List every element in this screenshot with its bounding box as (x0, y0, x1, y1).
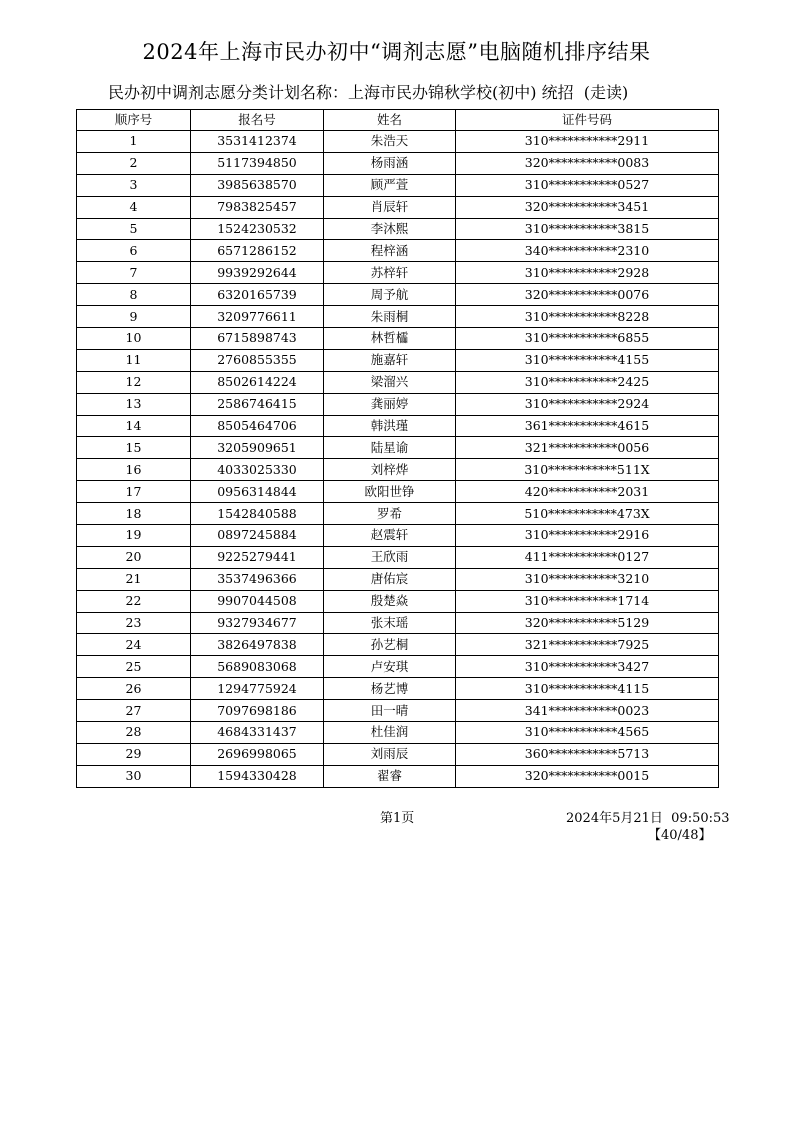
cell-reg-number: 6320165739 (191, 284, 324, 306)
cell-id-number: 320***********5129 (456, 612, 719, 634)
ranking-table (76, 109, 719, 788)
table-row (77, 306, 719, 328)
cell-order: 8 (77, 284, 191, 306)
cell-name: 孙艺桐 (324, 634, 456, 656)
cell-id-number: 310***********3210 (456, 568, 719, 590)
col-header-name: 姓名 (324, 110, 456, 131)
cell-reg-number: 3985638570 (191, 174, 324, 196)
cell-name: 刘雨辰 (324, 743, 456, 765)
table-header-row (77, 110, 719, 131)
cell-id-number: 321***********0056 (456, 437, 719, 459)
cell-reg-number: 9327934677 (191, 612, 324, 634)
cell-name: 程梓涵 (324, 240, 456, 262)
cell-id-number: 310***********3427 (456, 656, 719, 678)
col-header-id-number: 证件号码 (456, 110, 719, 131)
cell-name: 张末瑶 (324, 612, 456, 634)
cell-order: 24 (77, 634, 191, 656)
cell-order: 4 (77, 196, 191, 218)
cell-id-number: 420***********2031 (456, 481, 719, 503)
cell-reg-number: 7097698186 (191, 700, 324, 722)
cell-id-number: 361***********4615 (456, 415, 719, 437)
cell-reg-number: 4684331437 (191, 722, 324, 744)
cell-reg-number: 3537496366 (191, 568, 324, 590)
cell-id-number: 320***********0076 (456, 284, 719, 306)
cell-id-number: 310***********0527 (456, 174, 719, 196)
cell-id-number: 340***********2310 (456, 240, 719, 262)
table-row (77, 131, 719, 153)
table-row (77, 765, 719, 787)
table-row (77, 590, 719, 612)
cell-reg-number: 0956314844 (191, 481, 324, 503)
cell-order: 18 (77, 503, 191, 525)
cell-reg-number: 2586746415 (191, 393, 324, 415)
cell-id-number: 310***********1714 (456, 590, 719, 612)
cell-id-number: 310***********8228 (456, 306, 719, 328)
cell-order: 27 (77, 700, 191, 722)
cell-name: 杜佳润 (324, 722, 456, 744)
cell-order: 1 (77, 131, 191, 153)
table-body (77, 131, 719, 788)
table-row (77, 174, 719, 196)
table-row (77, 262, 719, 284)
cell-name: 田一晴 (324, 700, 456, 722)
cell-id-number: 310***********6855 (456, 328, 719, 350)
cell-id-number: 310***********2916 (456, 525, 719, 547)
table-row (77, 349, 719, 371)
table-row (77, 700, 719, 722)
cell-name: 林哲櫺 (324, 328, 456, 350)
cell-order: 12 (77, 371, 191, 393)
cell-order: 29 (77, 743, 191, 765)
table-row (77, 218, 719, 240)
cell-reg-number: 3205909651 (191, 437, 324, 459)
cell-order: 11 (77, 349, 191, 371)
cell-id-number: 310***********2911 (456, 131, 719, 153)
cell-reg-number: 1594330428 (191, 765, 324, 787)
cell-order: 7 (77, 262, 191, 284)
cell-id-number: 310***********2425 (456, 371, 719, 393)
cell-id-number: 310***********4155 (456, 349, 719, 371)
cell-name: 翟睿 (324, 765, 456, 787)
cell-name: 杨雨涵 (324, 152, 456, 174)
col-header-order: 顺序号 (77, 110, 191, 131)
cell-name: 李沐熙 (324, 218, 456, 240)
cell-order: 9 (77, 306, 191, 328)
cell-id-number: 310***********2928 (456, 262, 719, 284)
cell-reg-number: 5689083068 (191, 656, 324, 678)
cell-name: 苏梓轩 (324, 262, 456, 284)
col-header-reg-number: 报名号 (191, 110, 324, 131)
cell-id-number: 321***********7925 (456, 634, 719, 656)
cell-name: 朱雨桐 (324, 306, 456, 328)
cell-reg-number: 9907044508 (191, 590, 324, 612)
table-row (77, 328, 719, 350)
cell-reg-number: 1542840588 (191, 503, 324, 525)
table-row (77, 503, 719, 525)
cell-reg-number: 9225279441 (191, 546, 324, 568)
cell-name: 龚丽婷 (324, 393, 456, 415)
plan-name: 民办初中调剂志愿分类计划名称：上海市民办锦秋学校(初中) 统招 (走读) (108, 83, 629, 102)
table-row (77, 546, 719, 568)
table-row (77, 415, 719, 437)
cell-order: 26 (77, 678, 191, 700)
cell-name: 欧阳世铮 (324, 481, 456, 503)
cell-order: 5 (77, 218, 191, 240)
cell-reg-number: 1294775924 (191, 678, 324, 700)
cell-reg-number: 3209776611 (191, 306, 324, 328)
cell-id-number: 510***********473X (456, 503, 719, 525)
cell-order: 19 (77, 525, 191, 547)
page-number: 第1页 (380, 811, 415, 826)
cell-order: 10 (77, 328, 191, 350)
cell-order: 30 (77, 765, 191, 787)
cell-id-number: 310***********3815 (456, 218, 719, 240)
table-row (77, 743, 719, 765)
cell-id-number: 310***********2924 (456, 393, 719, 415)
cell-reg-number: 8502614224 (191, 371, 324, 393)
cell-id-number: 341***********0023 (456, 700, 719, 722)
table-row (77, 152, 719, 174)
document-count: 【40/48】 (648, 828, 712, 843)
cell-reg-number: 3826497838 (191, 634, 324, 656)
table-row (77, 240, 719, 262)
cell-order: 16 (77, 459, 191, 481)
cell-name: 肖辰轩 (324, 196, 456, 218)
cell-order: 28 (77, 722, 191, 744)
table-row (77, 196, 719, 218)
cell-order: 14 (77, 415, 191, 437)
cell-reg-number: 3531412374 (191, 131, 324, 153)
cell-id-number: 310***********4565 (456, 722, 719, 744)
table-row (77, 634, 719, 656)
cell-name: 顾严萱 (324, 174, 456, 196)
cell-name: 王欣雨 (324, 546, 456, 568)
cell-order: 17 (77, 481, 191, 503)
cell-reg-number: 7983825457 (191, 196, 324, 218)
cell-reg-number: 8505464706 (191, 415, 324, 437)
cell-order: 3 (77, 174, 191, 196)
table-row (77, 371, 719, 393)
cell-id-number: 320***********0083 (456, 152, 719, 174)
cell-reg-number: 1524230532 (191, 218, 324, 240)
cell-id-number: 310***********511X (456, 459, 719, 481)
cell-order: 15 (77, 437, 191, 459)
cell-order: 20 (77, 546, 191, 568)
cell-order: 13 (77, 393, 191, 415)
cell-order: 6 (77, 240, 191, 262)
cell-name: 朱浩天 (324, 131, 456, 153)
cell-name: 卢安琪 (324, 656, 456, 678)
table-row (77, 656, 719, 678)
cell-order: 25 (77, 656, 191, 678)
cell-reg-number: 6571286152 (191, 240, 324, 262)
cell-reg-number: 2696998065 (191, 743, 324, 765)
cell-name: 刘梓烨 (324, 459, 456, 481)
table-row (77, 393, 719, 415)
cell-id-number: 411***********0127 (456, 546, 719, 568)
table-row (77, 568, 719, 590)
cell-name: 施嘉轩 (324, 349, 456, 371)
table-row (77, 437, 719, 459)
table-row (77, 525, 719, 547)
cell-reg-number: 0897245884 (191, 525, 324, 547)
cell-name: 周予航 (324, 284, 456, 306)
cell-id-number: 360***********5713 (456, 743, 719, 765)
cell-id-number: 320***********3451 (456, 196, 719, 218)
cell-name: 罗希 (324, 503, 456, 525)
cell-reg-number: 4033025330 (191, 459, 324, 481)
table-row (77, 722, 719, 744)
cell-order: 21 (77, 568, 191, 590)
cell-id-number: 310***********4115 (456, 678, 719, 700)
cell-name: 杨艺博 (324, 678, 456, 700)
table-row (77, 481, 719, 503)
cell-name: 韩洪瑾 (324, 415, 456, 437)
cell-name: 陆星谕 (324, 437, 456, 459)
table-row (77, 612, 719, 634)
cell-reg-number: 5117394850 (191, 152, 324, 174)
table-row (77, 459, 719, 481)
table-row (77, 284, 719, 306)
cell-name: 唐佑宸 (324, 568, 456, 590)
cell-name: 殷楚焱 (324, 590, 456, 612)
cell-reg-number: 9939292644 (191, 262, 324, 284)
cell-id-number: 320***********0015 (456, 765, 719, 787)
cell-reg-number: 2760855355 (191, 349, 324, 371)
cell-order: 23 (77, 612, 191, 634)
cell-name: 梁溜兴 (324, 371, 456, 393)
page-title: 2024年上海市民办初中“调剂志愿”电脑随机排序结果 (142, 40, 651, 64)
cell-name: 赵震轩 (324, 525, 456, 547)
cell-order: 22 (77, 590, 191, 612)
cell-order: 2 (77, 152, 191, 174)
table-row (77, 678, 719, 700)
print-datetime: 2024年5月21日 09:50:53 (566, 811, 730, 826)
cell-reg-number: 6715898743 (191, 328, 324, 350)
